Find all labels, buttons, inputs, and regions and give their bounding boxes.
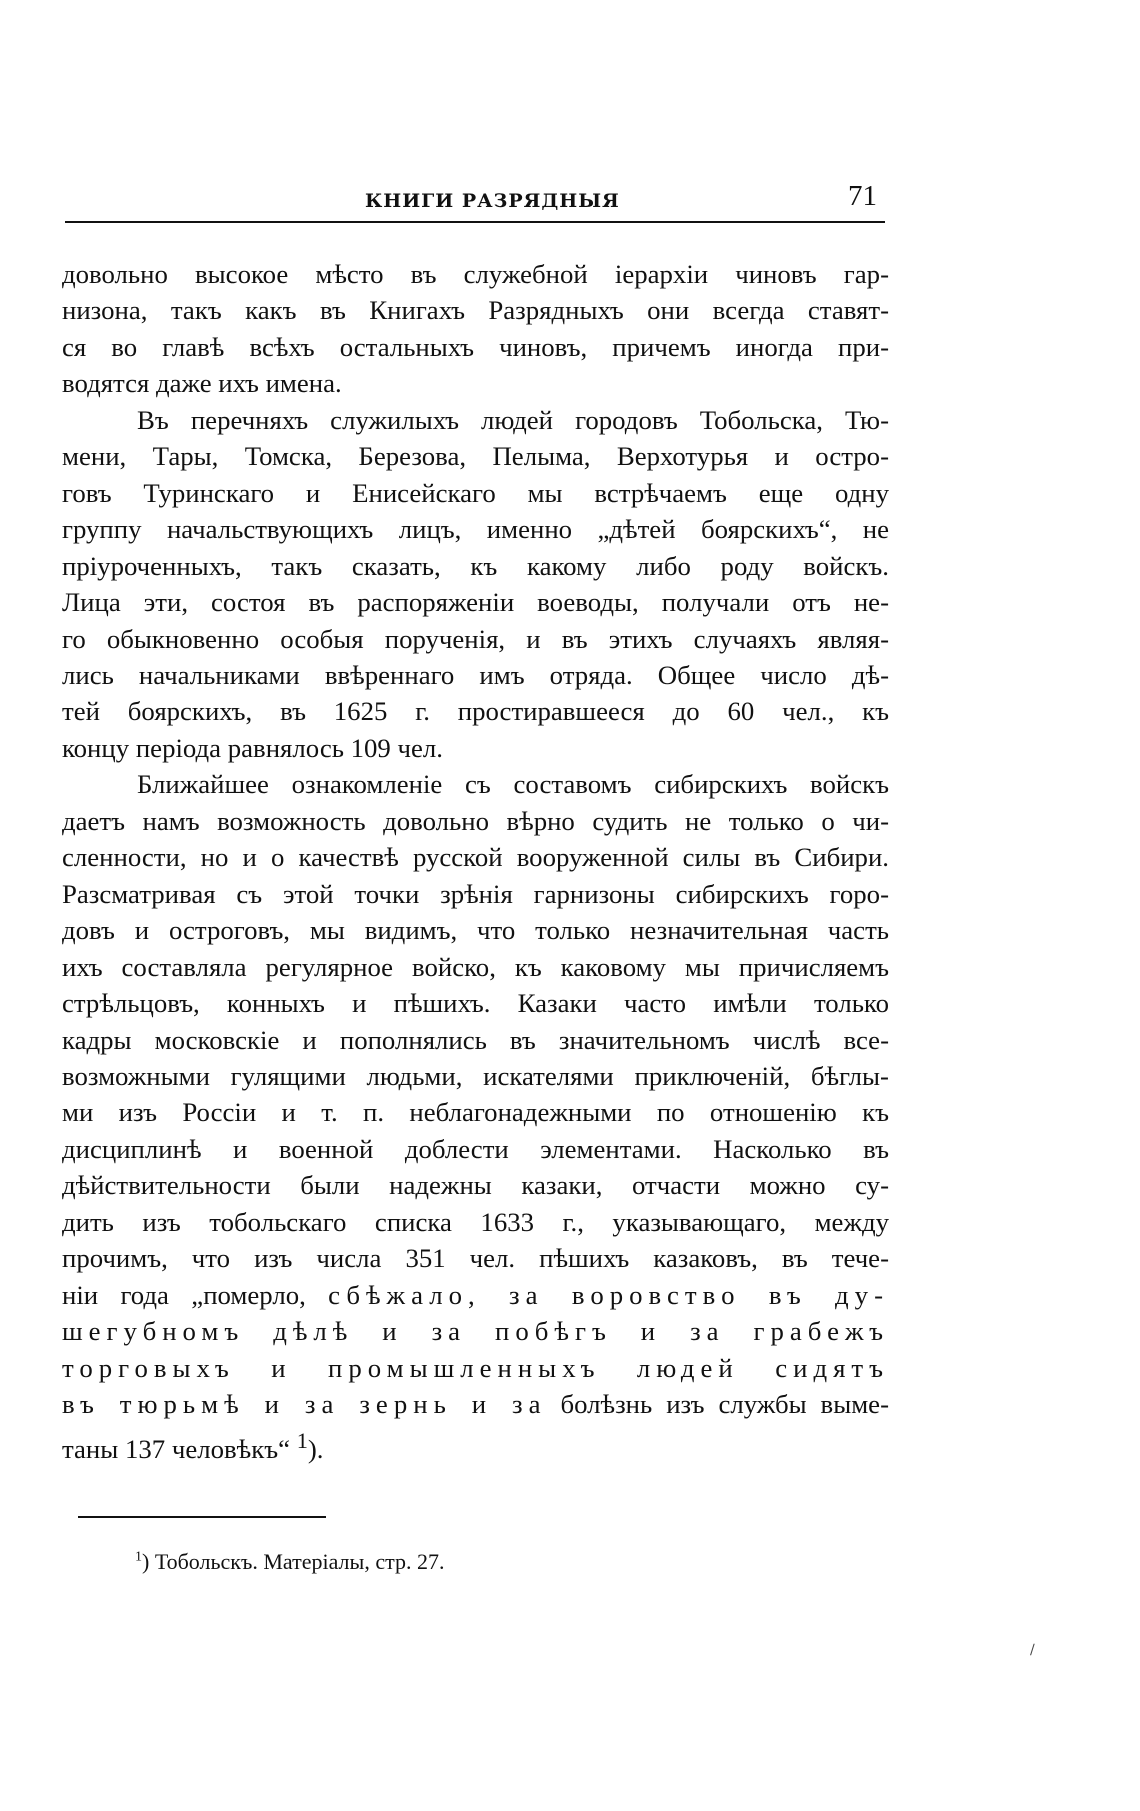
text-line: [62, 1386, 889, 1422]
text-line: кадры московскіе и пополнялись въ значительномъ числѣ все-: [62, 1024, 889, 1055]
spaced-text: сбѣжало, за воровство въ ду-: [328, 1279, 889, 1310]
text-line: довольно высокое мѣсто въ служебной іерархіи чиновъ гар-: [62, 259, 889, 289]
text-line: Лица эти, состоя въ распоряженіи воеводы, получали отъ не-: [62, 587, 889, 618]
text-line: сленности, но и о качествѣ русской вооруженной силы въ Сибири.: [62, 842, 889, 873]
ink-speck: ∕: [1030, 1642, 1035, 1658]
spaced-text: въ тюрьмѣ и за зернь и за: [62, 1389, 547, 1420]
text-line: Разсматривая съ этой точки зрѣнія гарнизоны сибирскихъ горо-: [62, 878, 889, 909]
page-number: 71: [848, 180, 877, 212]
text-line: тей боярскихъ, въ 1625 г. простиравшееся до 60 чел., къ: [62, 696, 889, 727]
spaced-text-line: торговыхъ и промышленныхъ людей сидятъ: [62, 1352, 889, 1383]
text-segment: болѣзнь изъ службы выме-: [560, 1389, 889, 1420]
text-line: ся во главѣ всѣхъ остальныхъ чиновъ, причемъ иногда при-: [62, 331, 889, 362]
text-segment: ніи года „померло,: [62, 1279, 306, 1310]
text-line: ихъ составляла регулярное войско, къ каковому мы причисляемъ: [62, 951, 889, 982]
text-line: ми изъ Россіи и т. п. неблагонадежными по отношенію къ: [62, 1097, 889, 1128]
text-line: мени, Тары, Томска, Березова, Пелыма, Верхотурья и остро-: [62, 441, 889, 472]
text-segment: ).: [307, 1433, 324, 1464]
text-line: лись начальниками ввѣреннаго имъ отряда. Общее число дѣ-: [62, 659, 889, 690]
footnote-ref: 1: [296, 1427, 308, 1453]
footnote-text: ) Тобольскъ. Матеріалы, стр. 27.: [142, 1549, 445, 1574]
text-line: пріуроченныхъ, такъ сказать, къ какому либо роду войскъ.: [62, 550, 889, 581]
footnote-rule: [78, 1516, 326, 1518]
text-line: дѣйствительности были надежны казаки, отчасти можно су-: [62, 1170, 889, 1201]
footnote-marker: 1: [135, 1549, 142, 1565]
text-line: [62, 1423, 889, 1467]
text-line: возможными гулящими людьми, искателями приключеній, бѣглы-: [62, 1060, 889, 1091]
running-title: КНИГИ РАЗРЯДНЫЯ: [365, 190, 620, 212]
footnote: [135, 1549, 444, 1575]
text-line: группу начальствующихъ лицъ, именно „дѣтей боярскихъ“, не: [62, 514, 889, 545]
spaced-text-line: шегубномъ дѣлѣ и за побѣгъ и за грабежъ: [62, 1316, 889, 1347]
text-line: дисциплинѣ и военной доблести элементами. Насколько въ: [62, 1133, 889, 1164]
running-head: [65, 180, 885, 220]
text-line: концу періода равнялось 109 чел.: [62, 732, 443, 763]
text-line: дить изъ тобольскаго списка 1633 г., указывающаго, между: [62, 1206, 889, 1237]
text-line: го обыкновенно особыя порученія, и въ этихъ случаяхъ являя-: [62, 623, 889, 654]
text-line: водятся даже ихъ имена.: [62, 368, 342, 399]
text-line: прочимъ, что изъ числа 351 чел. пѣшихъ казаковъ, въ тече-: [62, 1243, 889, 1274]
text-line: даетъ намъ возможность довольно вѣрно судить не только о чи-: [62, 805, 889, 836]
text-line: стрѣльцовъ, конныхъ и пѣшихъ. Казаки часто имѣли только: [62, 988, 889, 1019]
text-segment: таны 137 человѣкъ“: [62, 1433, 290, 1464]
text-line: низона, такъ какъ въ Книгахъ Разрядныхъ они всегда ставят-: [62, 295, 889, 326]
text-line: Ближайшее ознакомленіе съ составомъ сибирскихъ войскъ: [137, 769, 889, 800]
text-line: Въ перечняхъ служилыхъ людей городовъ Тобольска, Тю-: [137, 404, 889, 435]
body-text: [62, 256, 889, 1467]
text-line: [62, 1277, 889, 1313]
text-line: говъ Туринскаго и Енисейскаго мы встрѣчаемъ еще одну: [62, 477, 889, 508]
text-line: довъ и остроговъ, мы видимъ, что только незначительная часть: [62, 915, 889, 946]
header-rule: [65, 221, 885, 223]
